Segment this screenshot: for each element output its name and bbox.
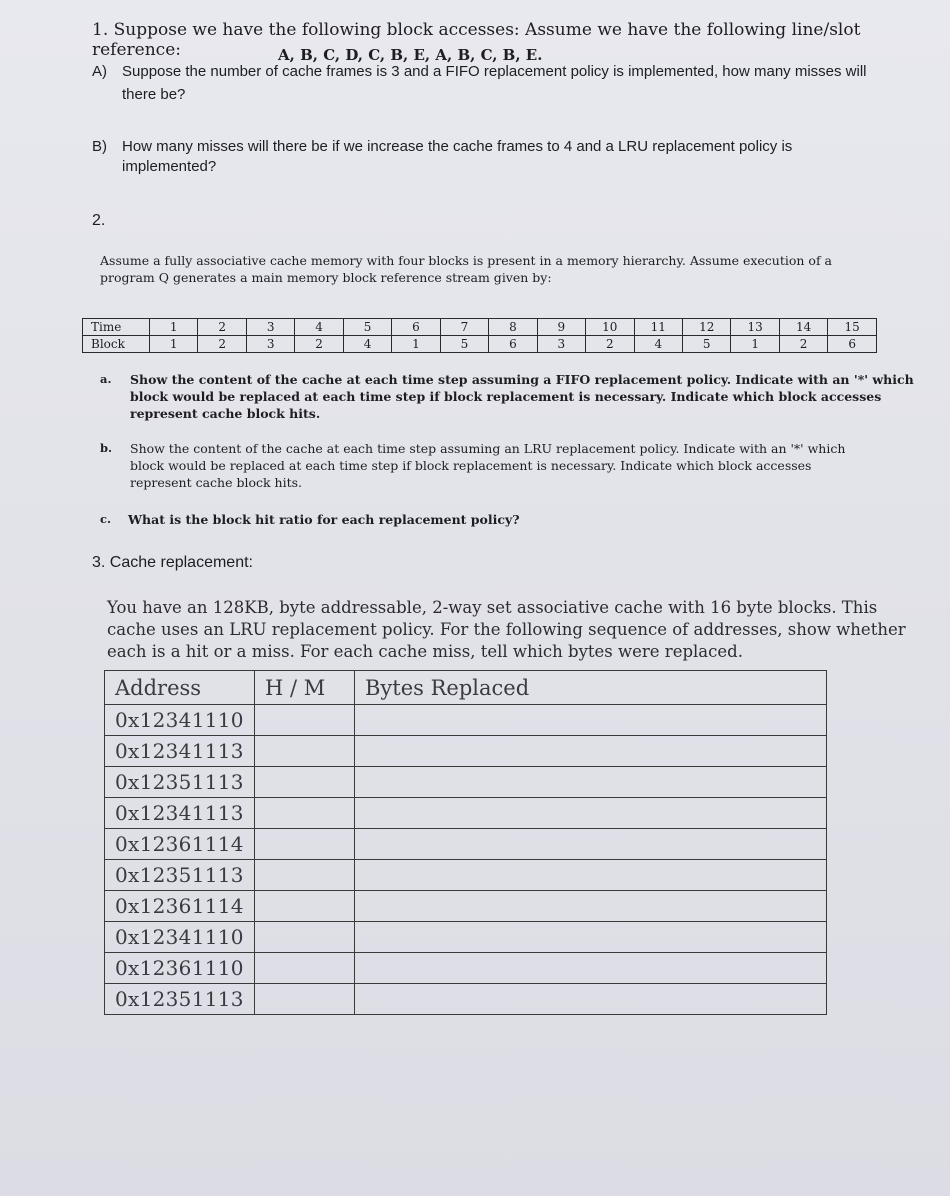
q3-desc-line3: each is a hit or a miss. For each cache miss, tell which bytes were replaced.	[107, 642, 743, 661]
block-cell: 5	[682, 336, 730, 353]
block-cell: 4	[343, 336, 391, 353]
bytes-replaced-cell[interactable]	[355, 922, 827, 953]
hit-miss-cell[interactable]	[255, 705, 355, 736]
block-cell: 6	[489, 336, 537, 353]
header-address: Address	[105, 671, 255, 705]
reference-stream-table	[82, 318, 877, 353]
bytes-replaced-cell[interactable]	[355, 860, 827, 891]
table-row	[105, 829, 827, 860]
block-cell: 1	[392, 336, 440, 353]
hit-miss-cell[interactable]	[255, 829, 355, 860]
q2c-text: What is the block hit ratio for each replacement policy?	[128, 512, 520, 527]
header-hit-miss: H / M	[255, 671, 355, 705]
time-cell: 14	[779, 319, 827, 336]
table-row	[105, 767, 827, 798]
q2a-text-line1: Show the content of the cache at each time step assuming a FIFO replacement policy. Indicate with an '*' which	[130, 372, 914, 387]
bytes-replaced-cell[interactable]	[355, 798, 827, 829]
block-cell: 2	[586, 336, 634, 353]
time-cell: 3	[246, 319, 294, 336]
hit-miss-cell[interactable]	[255, 767, 355, 798]
table-row	[105, 736, 827, 767]
address-cell: 0x12361110	[105, 953, 255, 984]
time-cell: 4	[295, 319, 343, 336]
address-cell: 0x12361114	[105, 829, 255, 860]
time-cell: 7	[440, 319, 488, 336]
address-cell: 0x12351113	[105, 767, 255, 798]
address-table-header	[105, 671, 827, 705]
q1a-text-line1: Suppose the number of cache frames is 3 and a FIFO replacement policy is implemented, how many misses will	[122, 63, 867, 80]
bytes-replaced-cell[interactable]	[355, 984, 827, 1015]
hit-miss-cell[interactable]	[255, 891, 355, 922]
address-cell: 0x12351113	[105, 984, 255, 1015]
block-cell: 3	[246, 336, 294, 353]
q1b-text-line2: implemented?	[122, 158, 217, 175]
block-cell: 2	[198, 336, 246, 353]
q1-title: 1. Suppose we have the following block accesses: Assume we have the following line/slot reference:	[92, 20, 861, 60]
address-cell: 0x12341113	[105, 736, 255, 767]
time-cell: 13	[731, 319, 779, 336]
block-cell: 2	[295, 336, 343, 353]
hit-miss-cell[interactable]	[255, 984, 355, 1015]
q2-intro-line1: Assume a fully associative cache memory with four blocks is present in a memory hierarchy. Assume execution of a	[100, 253, 833, 268]
hit-miss-cell[interactable]	[255, 736, 355, 767]
q1a-text-line2: there be?	[122, 86, 186, 103]
table-row	[105, 922, 827, 953]
time-cell: 9	[537, 319, 585, 336]
bytes-replaced-cell[interactable]	[355, 705, 827, 736]
time-cell: 5	[343, 319, 391, 336]
address-cell: 0x12351113	[105, 860, 255, 891]
block-row	[83, 336, 877, 353]
bytes-replaced-cell[interactable]	[355, 829, 827, 860]
block-cell: 6	[828, 336, 877, 353]
bytes-replaced-cell[interactable]	[355, 891, 827, 922]
block-cell: 3	[537, 336, 585, 353]
time-cell: 12	[682, 319, 730, 336]
table-row	[105, 860, 827, 891]
q2b-marker: b.	[100, 441, 113, 455]
address-table	[104, 670, 827, 1015]
table-row	[105, 984, 827, 1015]
address-cell: 0x12341110	[105, 705, 255, 736]
block-cell: 5	[440, 336, 488, 353]
q2-number: 2.	[92, 212, 106, 229]
q2b-text-line3: represent cache block hits.	[130, 475, 303, 490]
q2a-text-line3: represent cache block hits.	[130, 406, 321, 421]
hit-miss-cell[interactable]	[255, 922, 355, 953]
block-cell: 4	[634, 336, 682, 353]
time-cell: 2	[198, 319, 246, 336]
time-cell: 8	[489, 319, 537, 336]
table-row	[105, 891, 827, 922]
time-cell: 10	[586, 319, 634, 336]
q1-access-sequence: A, B, C, D, C, B, E, A, B, C, B, E.	[278, 46, 543, 64]
time-cell: 11	[634, 319, 682, 336]
time-label: Time	[83, 319, 150, 336]
block-label: Block	[83, 336, 150, 353]
bytes-replaced-cell[interactable]	[355, 736, 827, 767]
q2b-text-line2: block would be replaced at each time step if block replacement is necessary. Indicate which block accesses	[130, 458, 812, 473]
hit-miss-cell[interactable]	[255, 860, 355, 891]
block-cell: 1	[731, 336, 779, 353]
q3-title: 3. Cache replacement:	[92, 554, 253, 571]
bytes-replaced-cell[interactable]	[355, 767, 827, 798]
q2-intro-line2: program Q generates a main memory block reference stream given by:	[100, 270, 552, 285]
q1a-marker: A)	[92, 63, 107, 80]
hit-miss-cell[interactable]	[255, 953, 355, 984]
address-cell: 0x12341110	[105, 922, 255, 953]
q1b-text-line1: How many misses will there be if we increase the cache frames to 4 and a LRU replacement policy is	[122, 138, 793, 155]
q2a-marker: a.	[100, 372, 112, 386]
block-cell: 1	[150, 336, 198, 353]
time-cell: 15	[828, 319, 877, 336]
time-cell: 1	[150, 319, 198, 336]
table-row	[105, 705, 827, 736]
q3-desc-line2: cache uses an LRU replacement policy. For the following sequence of addresses, show whether	[107, 620, 906, 639]
q2a-text-line2: block would be replaced at each time step if block replacement is necessary. Indicate which block accesses	[130, 389, 882, 404]
q2c-marker: c.	[100, 512, 112, 526]
address-table-body	[105, 705, 827, 1015]
table-row	[105, 798, 827, 829]
bytes-replaced-cell[interactable]	[355, 953, 827, 984]
time-cell: 6	[392, 319, 440, 336]
header-bytes-replaced: Bytes Replaced	[355, 671, 827, 705]
table-row	[105, 953, 827, 984]
q1b-marker: B)	[92, 138, 107, 155]
q3-desc-line1: You have an 128KB, byte addressable, 2-way set associative cache with 16 byte blocks. This	[107, 598, 878, 617]
hit-miss-cell[interactable]	[255, 798, 355, 829]
address-cell: 0x12341113	[105, 798, 255, 829]
time-row	[83, 319, 877, 336]
q2b-text-line1: Show the content of the cache at each time step assuming an LRU replacement policy. Indicate with an '*' which	[130, 441, 846, 456]
block-cell: 2	[779, 336, 827, 353]
address-cell: 0x12361114	[105, 891, 255, 922]
